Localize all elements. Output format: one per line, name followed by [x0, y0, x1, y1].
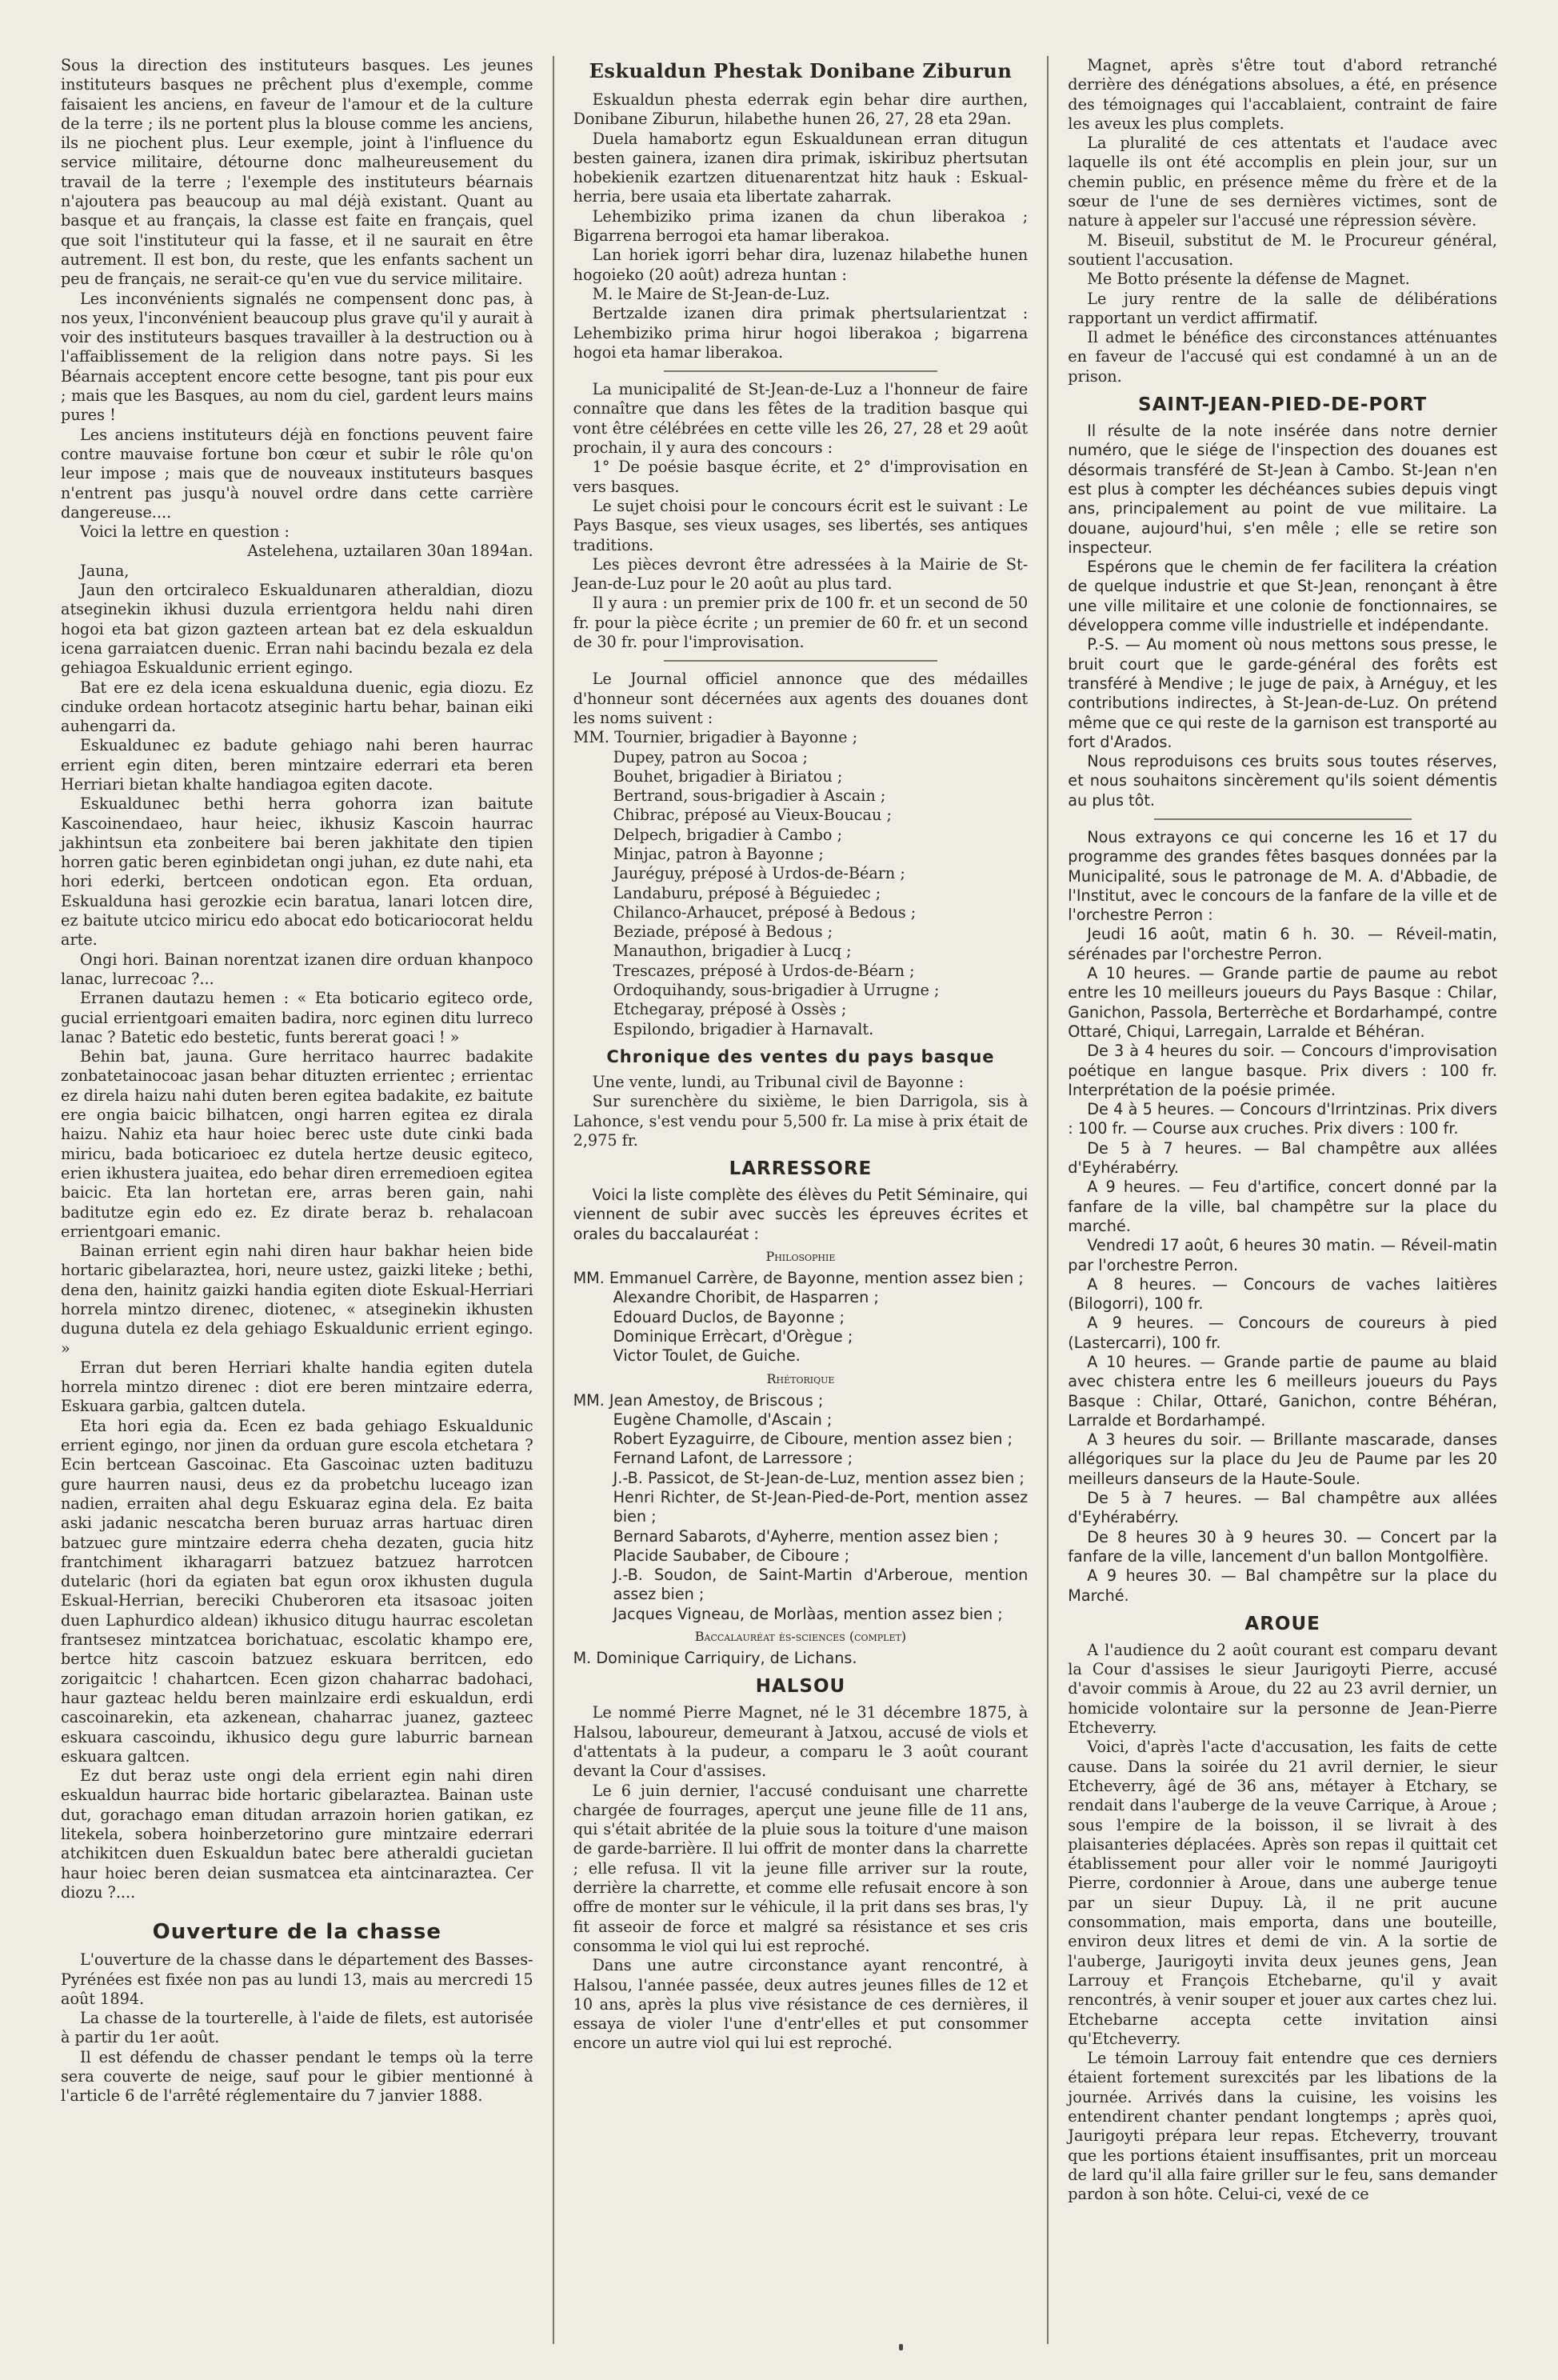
- paragraph: Nous reproduisons ces bruits sous toutes réserves, et nous souhaitons sincèrement qu'ils soient démentis au plus tôt.: [1068, 752, 1497, 810]
- letter-dateline: Astelehena, uztailaren 30an 1894an.: [247, 542, 533, 561]
- ink-mark: [899, 2344, 903, 2350]
- paragraph: Le Journal officiel annonce que des médailles d'honneur sont décernées aux agents des douanes dont les noms suivent :: [573, 670, 1029, 727]
- list-item: Minjac, patron à Bayonne ;: [613, 844, 824, 863]
- paragraph: Ongi hori. Bainan norentzat izanen dire orduan khanpoco lanac, lurrecoac ?...: [61, 950, 533, 988]
- paragraph: La municipalité de St-Jean-de-Luz a l'honneur de faire connaître que dans les fêtes de la tradition basque qui vont être célébrées en cette ville les 26, 27, 28 et 29 août prochain, il y aura des concours :: [573, 380, 1029, 458]
- paragraph: Behin bat, jauna. Gure herritaco haurrec badakite zonbatetainocoac jasan behar dituzten errientec ; errientac ez direla haizu nahi duten beren egitea badakite, ez baitute ere ongia baicic bilhatcen, ongi harren egitea ez dirala haizu. Nahiz eta haur hoiec berec uste dute cinki bada miricu, bada boticarioec ez dutela hertze deusic egiteco, erien ikhustera juaitea, edo behar diren erremedioen egitea baicic. Eta lan hortetan ere, arras beren gain, nahi baditutze egin edo ez. Ez dirate beraz b. rehalacoan errientgoari emanic.: [61, 1047, 533, 1241]
- paragraph: Espérons que le chemin de fer facilitera la création de quelque industrie et que St-Jean, renonçant à être une ville militaire et une colonie de fonctionnaires, se développera comme ville industrielle et indépendante.: [1068, 558, 1497, 635]
- column-3: [1047, 56, 1516, 2344]
- subheading-baccalaureat: Baccalauréat ès-sciences (complet): [694, 1629, 907, 1645]
- column-1: [42, 56, 553, 2344]
- program-item: A 9 heures. — Feu d'artifice, concert donné par la fanfare de la ville, bal champêtre sur la place du marché.: [1068, 1178, 1497, 1235]
- paragraph: P.-S. — Au moment où nous mettons sous presse, le bruit court que le garde-général des forêts est transféré à Mendive ; le juge de paix, à Arnéguy, et les contributions indirectes, à St-Jean-de-Luz. On prétend même que ce qui reste de la garnison est transporté au fort d'Arados.: [1068, 635, 1497, 751]
- paragraph: M. le Maire de St-Jean-de-Luz.: [592, 284, 830, 303]
- list-item: J.-B. Passicot, de St-Jean-de-Luz, mention assez bien ;: [613, 1468, 1025, 1487]
- list-item: Placide Saubaber, de Ciboure ;: [613, 1546, 850, 1565]
- paragraph: Les inconvénients signalés ne compensent donc pas, à nos yeux, l'inconvénient beaucoup plus grave qu'il y aurait à voir des instituteurs basques travailler à la destruction ou à l'affaiblissement de la religion dans notre pays. Si les Béarnais acceptent encore cette besogne, tant pis pour eux ; mais que les Basques, au nom du ciel, gardent leurs mains pures !: [61, 289, 533, 425]
- column-2: [553, 56, 1048, 2344]
- paragraph: Eskualdunec bethi herra gohorra izan baitute Kascoinendaeo, haur heiec, ikhusiz Kascoin haurrac jakhintsun eta zonbeitere bai beren jakhitate den tipien horren gatic beren eginbidetan ongi juhan, ez dute nahi, eta hori ederki, bertceen ondotican egon. Eta orduan, Eskualduna hasi gerozkie ecin baratua, lanari lotcen dire, ez baitute utcico miricu edo abocat edo boticariocorat heldu arte.: [61, 794, 533, 950]
- program-item: Jeudi 16 août, matin 6 h. 30. — Réveil-matin, sérénades par l'orchestre Perron.: [1068, 925, 1497, 963]
- paragraph: Eta hori egia da. Ecen ez bada gehiago Eskualdunic errient egingo, nor jinen da orduan gure escola etchetara ? Ecin bertcean Gascoinac. Eta Gascoinac uzten badituzu gure haurren nausi, deus ez da probetchu luceago izan nadien, erraiten ahal degu Eskuaraz egina dela. Ez baita aski jadanic nescatcha beren buruaz arras hartuac diren batzuec gure mintzaire ederra cheha dezaten, gucia hitz frantchiment ikharagarri batzuez batzuez harrotcen dutelaric (hori da egiaten bat egun orox ikhusten dugula Eskual-Herrian, bereciki Chuberoren eta itsasoac joiten duen Laphurdico aldean) ikhusico ditugu haurrac escoletan frantsesez mintzatcea borichatuac, escolatic khampo ere, bertce hitz cascoin batzuez eskuara berritcen, edo zorigaitcic ! chahartcen. Ecen gizon chaharrac badohaci, haur gazteac heldu beren mainlzaire erdi eskualdun, erdi cascoinarekin, eta azkenean, chaharrac juanez, gazteec eskuara cascoindu, ikhusico degu gure laburric barnean eskuara galtcen.: [61, 1416, 533, 1766]
- list-item: Henri Richter, de St-Jean-Pied-de-Port, mention assez bien ;: [613, 1488, 1029, 1526]
- paragraph: Eskualdun phesta ederrak egin behar dire aurthen, Donibane Ziburun, hilabethe hunen 26, 27, 28 eta 29an.: [573, 90, 1029, 129]
- paragraph: Lehembiziko prima izanen da chun liberakoa ; Bigarrena berrogoi eta hamar liberakoa.: [573, 206, 1029, 246]
- paragraph: Ez dut beraz uste ongi dela errient egin nahi diren eskualdun haurrac bide hortaric gibelaraztea. Bainan uste dut, gorachago eman ditudan arrazoin horien gatikan, ez litekela, sobera hoinberzetorino gure mintzaire ederrari atchikitcen duen Eskualdun batec bere atheraldi gucietan haur hoiec beren deian susmatcea eta aintcinaraztea. Cer diozu ?....: [61, 1766, 533, 1902]
- list-item: Dupey, patron au Socoa ;: [613, 747, 808, 766]
- section-heading-sjpp: SAINT-JEAN-PIED-DE-PORT: [1138, 394, 1428, 416]
- paragraph: Le témoin Larrouy fait entendre que ces derniers étaient fortement surexcités par les libations de la journée. Arrivés dans la cuisine, les voisins les entendirent chanter pendant longtemps ; après quoi, Jaurigoyti prépara leur repas. Etcheverry, trouvant que les portions étaient insuffisantes, prit un morceau de lard qu'il alla faire griller sur le feu, sans demander pardon à son hôte. Celui-ci, vexé de ce: [1068, 2049, 1497, 2204]
- paragraph: Dans une autre circonstance ayant rencontré, à Halsou, l'année passée, deux autres jeunes filles de 12 et 10 ans, après la plus vive résistance de ces dernières, il essaya de violer l'une d'entr'elles et put consommer encore un autre viol qui lui est reproché.: [573, 1956, 1029, 2053]
- paragraph: Le jury rentre de la salle de délibérations rapportant un verdict affirmatif.: [1068, 289, 1497, 327]
- list-item: MM. Jean Amestoy, de Briscous ;: [573, 1390, 824, 1410]
- paragraph: Nous extrayons ce qui concerne les 16 et 17 du programme des grandes fêtes basques données par la Municipalité, sous le patronage de M. A. d'Abbadie, de l'Institut, avec le concours de la fanfare de la ville et de l'orchestre Perron :: [1068, 827, 1497, 925]
- program-item: A 9 heures. — Concours de coureurs à pied (Lastercarri), 100 fr.: [1068, 1314, 1497, 1352]
- subheading-rhetorique: Rhétorique: [766, 1370, 835, 1386]
- list-item: Fernand Lafont, de Larressore ;: [613, 1449, 853, 1468]
- list-item: Edouard Duclos, de Bayonne ;: [613, 1307, 845, 1326]
- list-item: Etchegaray, préposé à Ossès ;: [613, 1000, 847, 1019]
- paragraph: Me Botto présente la défense de Magnet.: [1087, 270, 1410, 289]
- program-item: A 8 heures. — Concours de vaches laitières (Bilogorri), 100 fr.: [1068, 1274, 1497, 1314]
- paragraph: La chasse de la tourterelle, à l'aide de filets, est autorisée à partir du 1er août.: [61, 2009, 533, 2047]
- program-item: A 10 heures. — Grande partie de paume au blaid avec chistera entre les 6 meilleurs joueurs du Pays Basque : Chilar, Ottaré, Ganichon, contre Béhéran, Larralde et Bordarhampé.: [1068, 1353, 1497, 1430]
- program-item: A 9 heures 30. — Bal champêtre sur la place du Marché.: [1068, 1566, 1497, 1605]
- program-item: De 5 à 7 heures. — Bal champêtre aux allées d'Eyhérabérry.: [1068, 1138, 1497, 1178]
- paragraph: Une vente, lundi, au Tribunal civil de Bayonne :: [592, 1072, 964, 1091]
- fetes-block: [1068, 828, 1497, 1606]
- paragraph: Le nommé Pierre Magnet, né le 31 décembre 1875, à Halsou, laboureur, demeurant à Jatxou, accusé de viols et d'attentats à la pudeur, a comparu le 3 août courant devant la Cour d'assises.: [573, 1703, 1029, 1781]
- section-heading-aroue: AROUE: [1244, 1613, 1320, 1634]
- list-item: Ordoquihandy, sous-brigadier à Urrugne ;: [613, 981, 940, 1000]
- paragraph: Il admet le bénéfice des circonstances atténuantes en faveur de l'accusé qui est condamné à un an de prison.: [1068, 328, 1497, 386]
- program-item: A 10 heures. — Grande partie de paume au rebot entre les 10 meilleurs joueurs du Pays Basque : Chilar, Ganichon, Passola, Berterrèche et Bordarhampé, contre Ottaré, Chiqui, Larregain, Larralde et Béhéran.: [1068, 964, 1497, 1041]
- list-item: Jacques Vigneau, de Morlàas, mention assez bien ;: [613, 1604, 1003, 1623]
- program-item: De 8 heures 30 à 9 heures 30. — Concert par la fanfare de la ville, lancement d'un ballon Montgolfière.: [1068, 1527, 1497, 1566]
- paragraph: Eskualdunec ez badute gehiago nahi beren haurrac errient egin diten, beren mintzaire ederrari eta beren Herriari bietan khalte handiagoa egiten dacote.: [61, 736, 533, 794]
- program-item: De 5 à 7 heures. — Bal champêtre aux allées d'Eyhérabérry.: [1068, 1489, 1497, 1527]
- list-item: Trescazes, préposé à Urdos-de-Béarn ;: [613, 961, 915, 980]
- larressore-block: [573, 1186, 1029, 1668]
- paragraph: L'ouverture de la chasse dans le département des Basses-Pyrénées est fixée non pas au lundi 13, mais au mercredi 15 août 1894.: [61, 1950, 533, 2008]
- section-heading-ventes: Chronique des ventes du pays basque: [606, 1046, 995, 1066]
- program-item: De 4 à 5 heures. — Concours d'Irrintzinas. Prix divers : 100 fr. — Course aux cruches. Prix divers : 100 fr.: [1068, 1100, 1497, 1138]
- list-item: Alexandre Choribit, de Hasparren ;: [613, 1288, 879, 1307]
- list-item: Chilanco-Arhaucet, préposé à Bedous ;: [613, 902, 917, 922]
- paragraph: Les pièces devront être adressées à la Mairie de St-Jean-de-Luz pour le 20 août au plus tard.: [573, 554, 1029, 594]
- list-item: J.-B. Soudon, de Saint-Martin d'Arberoue, mention assez bien ;: [613, 1566, 1029, 1604]
- list-item: Espilondo, brigadier à Harnavalt.: [613, 1019, 874, 1038]
- paragraph: Le sujet choisi pour le concours écrit est le suivant : Le Pays Basque, ses vieux usages, ses libertés, ses antiques traditions.: [573, 496, 1029, 554]
- paragraph: Il y aura : un premier prix de 100 fr. et un second de 50 fr. pour la pièce écrite ; un premier de 60 fr. et un second de 30 fr. pour l'improvisation.: [573, 594, 1029, 652]
- list-item: Beziade, préposé à Bedous ;: [613, 922, 833, 942]
- list-item: Manauthon, brigadier à Lucq ;: [613, 942, 852, 961]
- list-item: MM. Emmanuel Carrère, de Bayonne, mention assez bien ;: [573, 1269, 1024, 1288]
- paragraph: Jaun den ortciraleco Eskualdunaren atheraldian, diozu atseginekin ikhusi duzula errientgora heldu nahi diren hogoi eta bat gizon gazteen artean bat ez dela eskualdun icena garraiatcen duenic. Erran nahi bacindu bezala ez dela gehiagoa Eskualdunic errient egingo.: [61, 581, 533, 678]
- paragraph: 1° De poésie basque écrite, et 2° d'improvisation en vers basques.: [573, 458, 1029, 496]
- paragraph: Lan horiek igorri behar dira, luzenaz hilabethe hunen hogoieko (20 août) adreza huntan :: [573, 246, 1029, 284]
- list-item: Robert Eyzaguirre, de Ciboure, mention assez bien ;: [613, 1430, 1013, 1449]
- letter-salutation: Jauna,: [80, 561, 130, 580]
- paragraph: Les anciens instituteurs déjà en fonctions peuvent faire contre mauvaise fortune bon cœur et subir le rôle qu'on leur impose ; mais que de nouveaux instituteurs basques n'entrent pas jusqu'à nouvel ordre dans cette carrière dangereuse....: [61, 425, 533, 522]
- paragraph: Magnet, après s'être tout d'abord retranché derrière des dénégations absolues, a été, en présence des témoignages qui l'accablaient, contraint de faire les aveux les plus complets.: [1068, 56, 1497, 133]
- medal-list: [573, 728, 1029, 1039]
- list-item: Bertrand, sous-brigadier à Ascain ;: [613, 786, 886, 806]
- list-item: Eugène Chamolle, d'Ascain ;: [613, 1410, 833, 1429]
- paragraph: Erranen dautazu hemen : « Eta boticario egiteco orde, gucial errientgoari emaiten badira, norc eginen ditu lurreco lanac ? Batetic edo bestetic, funts bererat goaci ! »: [61, 989, 533, 1046]
- list-item: Victor Toulet, de Guiche.: [613, 1346, 801, 1366]
- list-item: Delpech, brigadier à Cambo ;: [613, 825, 843, 844]
- list-item: Landaburu, préposé à Béguiedec ;: [613, 883, 881, 902]
- divider: [664, 660, 937, 662]
- columns: [42, 56, 1516, 2344]
- list-item: Jauréguy, préposé à Urdos-de-Béarn ;: [613, 864, 905, 883]
- program-item: Vendredi 17 août, 6 heures 30 matin. — Réveil-matin par l'orchestre Perron.: [1068, 1236, 1497, 1274]
- paragraph: Bertzalde izanen dira primak phertsularientzat : Lehembiziko prima hirur hogoi liberakoa ; bigarrena hogoi eta hamar liberakoa.: [573, 304, 1029, 362]
- paragraph: Voici la liste complète des élèves du Petit Séminaire, qui viennent de subir avec succès les épreuves écrites et orales du baccalauréat :: [573, 1186, 1029, 1243]
- paragraph: Sur surenchère du sixième, le bien Darrigola, sis à Lahonce, s'est vendu pour 5,500 fr. La mise à prix était de 2,975 fr.: [573, 1092, 1029, 1150]
- paragraph: Sous la direction des instituteurs basques. Les jeunes instituteurs basques ne prêchent plus d'exemple, comme faisaient les anciens, en faveur de l'amour et de la culture de la terre ; ils ne portent plus la blouse comme les anciens, ils ne piochent plus. Leur exemple, joint à l'influence du service militaire, détourne donc malheureusement du travail de la terre ; l'exemple des instituteurs béarnais n'ajoutera pas beaucoup au mal déjà existant. Quant au basque et au français, la classe est faite en français, quel que soit l'instituteur qui la fasse, et il ne saurait en être autrement. Il est bon, du reste, que les enfants sachent un peu de français, ne serait-ce qu'en vue du service militaire.: [61, 56, 533, 289]
- section-heading-larressore: LARRESSORE: [729, 1158, 873, 1180]
- paragraph: La pluralité de ces attentats et l'audace avec laquelle ils ont été accomplis en plein jour, sur un chemin public, en présence même du frère et de la sœur de l'une de ses dernières victimes, sont de nature à appeler sur l'accusé une répression sévère.: [1068, 134, 1497, 230]
- paragraph: Duela hamabortz egun Eskualdunean erran ditugun besten gainera, izanen dira primak, iskiribuz phertsutan hobekienik ezartzen dituenarentzat hitz hauk : Eskual-herria, bere usaia eta libertate zaharrak.: [573, 129, 1029, 206]
- divider: [664, 370, 937, 372]
- program-item: De 3 à 4 heures du soir. — Concours d'improvisation poétique en langue basque. Prix divers : 100 fr. Interprétation de la poésie primée.: [1068, 1042, 1497, 1099]
- paragraph: Erran dut beren Herriari khalte handia egiten dutela horrela mintzo direnec : diot ere beren mintzaire ederra, Eskuara garbia, galtcen dutela.: [61, 1358, 533, 1416]
- section-heading-chasse: Ouverture de la chasse: [152, 1920, 441, 1945]
- paragraph: Voici la lettre en question :: [80, 522, 290, 542]
- list-item: Bernard Sabarots, d'Ayherre, mention assez bien ;: [613, 1526, 999, 1546]
- list-item: Chibrac, préposé au Vieux-Boucau ;: [613, 806, 892, 825]
- paragraph: Bainan errient egin nahi diren haur bakhar heien bide hortaric gibelaraztea, hori, neure ustez, gaizki liteke ; bethi, dena den, hainitz gaizki handia egiten diote Eskual-Herriari horrela mintzo direnec, diotenec, « atseginekin ikhusten duguna dutela ez dela gehiago Eskualdunic errient egingo. »: [61, 1242, 533, 1358]
- paragraph: Il résulte de la note insérée dans notre dernier numéro, que le siége de l'inspection des douanes est désormais transféré de St-Jean à Cambo. St-Jean n'en est plus à compter les déchéances subies depuis vingt ans, principalement au point de vue militaire. La douane, aujourd'hui, s'en mêle ; elle se retire son inspecteur.: [1068, 422, 1497, 557]
- paragraph: Voici, d'après l'acte d'accusation, les faits de cette cause. Dans la soirée du 21 avril dernier, le sieur Etcheverry, âgé de 36 ans, métayer à Etchary, se rendait dans l'auberge de la veuve Carrique, à Aroue ; sous l'empire de la boisson, il se livrait à des plaisanteries déplacées. Après son repas il quittait cet établissement pour aller voir le nommé Jaurigoyti Pierre, cordonnier à Aroue, dans une auberge tenue par un sieur Dupuy. Là, il ne prit aucune consommation, mais emporta, dans une bouteille, environ deux litres et demi de vin. A la sortie de l'auberge, Jaurigoyti invita deux jeunes gens, Jean Larrouy et François Etchebarne, qu'il y avait rencontrés, à venir souper et jouer aux cartes chez lui. Etchebarne accepta cette invitation ainsi qu'Etcheverry.: [1068, 1738, 1497, 2048]
- paragraph: Le 6 juin dernier, l'accusé conduisant une charrette chargée de fourrages, aperçut une jeune fille de 11 ans, qui s'était abritée de la pluie sous la toiture d'une maison de garde-barrière. Il lui offrit de monter dans la charrette ; elle refusa. Il vit la jeune fille arriver sur la route, derrière la charrette, et comme elle refusait encore à son offre de monter sur le véhicule, il la prit dans ses bras, l'y fit asseoir de force et malgré sa résistance et ses cris consomma le viol qui lui est reproché.: [573, 1781, 1029, 1955]
- list-item: Bouhet, brigadier à Biriatou ;: [613, 766, 843, 786]
- paragraph: M. Biseuil, substitut de M. le Procureur général, soutient l'accusation.: [1068, 230, 1497, 269]
- section-heading-eskualdun: Eskualdun Phestak Donibane Ziburun: [589, 59, 1013, 82]
- paragraph: Bat ere ez dela icena eskualduna duenic, egia diozu. Ez cinduke ordean hortacotz atseginic hartu behar, bainan eiki auhengarri da.: [61, 678, 533, 736]
- paragraph: A l'audience du 2 août courant est comparu devant la Cour d'assises le sieur Jaurigoyti Pierre, accusé d'avoir commis à Aroue, du 22 au 23 avril dernier, un homicide volontaire sur la personne de Jean-Pierre Etcheverry.: [1068, 1640, 1497, 1738]
- paragraph: Il est défendu de chasser pendant le temps où la terre sera couverte de neige, sauf pour le gibier mentionné à l'article 6 de l'arrêté réglementaire du 7 janvier 1888.: [61, 2047, 533, 2106]
- subheading-philosophie: Philosophie: [765, 1249, 836, 1265]
- divider: [1154, 818, 1412, 820]
- list-item: MM. Tournier, brigadier à Bayonne ;: [573, 728, 858, 747]
- program-item: A 3 heures du soir. — Brillante mascarade, danses allégoriques sur la place du Jeu de Paume par les 20 meilleurs danseurs de la Haute-Soule.: [1068, 1430, 1497, 1488]
- sjpp-block: [1068, 422, 1497, 810]
- section-heading-halsou: HALSOU: [755, 1676, 846, 1698]
- list-item: M. Dominique Carriquiry, de Lichans.: [573, 1649, 857, 1668]
- list-item: Dominique Errècart, d'Orègue ;: [613, 1326, 853, 1346]
